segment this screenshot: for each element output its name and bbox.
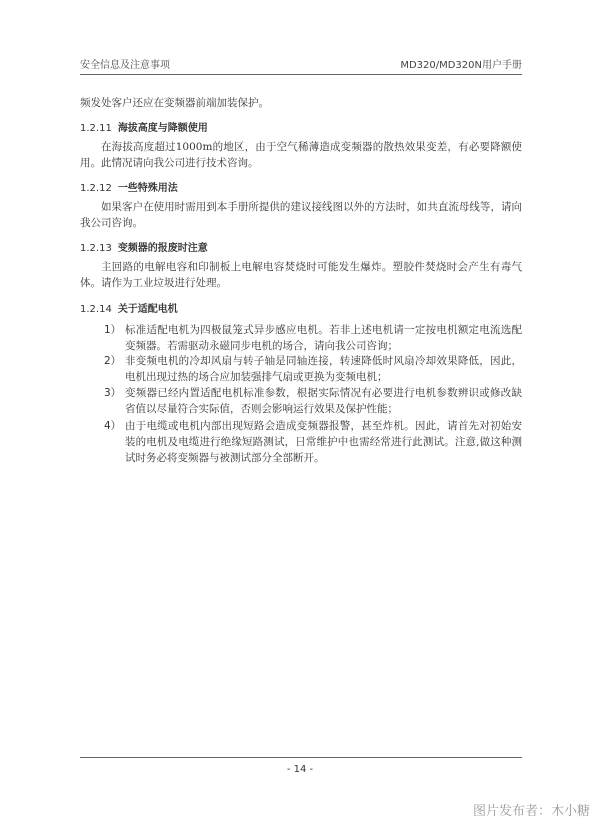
publisher-watermark: 图片发布者：木小糖: [472, 804, 590, 819]
section-1-2-12-body: [80, 199, 522, 231]
page-number: - 14 -: [286, 764, 314, 775]
section-title: 变频器的报废时注意: [117, 243, 208, 254]
section-number: 1.2.12: [80, 183, 112, 194]
section-heading: [80, 181, 522, 197]
section-heading: [80, 121, 522, 137]
header-manual-title: MD320/MD320N用户手册: [400, 60, 522, 71]
section-paragraph: 如果客户在使用时需用到本手册所提供的建议接线图以外的方法时，如共直流母线等，请向我公司咨询。: [80, 201, 522, 229]
list-item-text: 变频器已经内置适配电机标准参数，根据实际情况有必要进行电机参数辨识或修改缺省值以尽量符合实际值，否则会影响运行效果及保护性能；: [125, 387, 522, 415]
section-heading: [80, 241, 522, 257]
list-item-text: 由于电缆或电机内部出现短路会造成变频器报警，甚至炸机。因此，请首先对初始安装的电机及电缆进行绝缘短路测试，日常维护中也需经常进行此测试。注意,做这种测试时务必将变频器与被测试部分全部断开。: [125, 420, 522, 464]
section-number: 1.2.14: [80, 304, 112, 315]
list-item: [80, 353, 522, 385]
intro-block: [80, 95, 522, 111]
section-number: 1.2.13: [80, 243, 112, 254]
list-marker: 4）: [104, 420, 122, 432]
list-marker: 1）: [104, 324, 122, 336]
list-marker: 2）: [104, 355, 122, 367]
list-item: [80, 385, 522, 417]
list-marker: 3）: [104, 387, 122, 399]
section-title: 海拔高度与降额使用: [117, 123, 208, 134]
footer-divider: [80, 757, 522, 758]
intro-paragraph: 频发处客户还应在变频器前端加装保护。: [80, 97, 269, 109]
section-title: 关于适配电机: [117, 304, 178, 315]
page-header: [80, 56, 522, 76]
header-chapter-title: 安全信息及注意事项: [80, 60, 170, 71]
list-item-text: 标准适配电机为四极鼠笼式异步感应电机。若非上述电机请一定按电机额定电流选配变频器。若需驱动永磁同步电机的场合，请向我公司咨询；: [125, 324, 522, 352]
header-divider: [80, 74, 522, 75]
section-title: 一些特殊用法: [117, 183, 178, 194]
list-item-text: 非变频电机的冷却风扇与转子轴是同轴连接，转速降低时风扇冷却效果降低，因此，电机出现过热的场合应加装强排气扇或更换为变频电机；: [125, 355, 522, 383]
section-1-2-13: [80, 241, 522, 257]
list-item: [80, 322, 522, 354]
section-1-2-12: [80, 181, 522, 197]
section-paragraph: 在海拔高度超过1000m的地区，由于空气稀薄造成变频器的散热效果变差，有必要降额使用。此情况请向我公司进行技术咨询。: [80, 141, 522, 169]
motor-list-item-2: [80, 353, 522, 385]
motor-list-item-1: [80, 322, 522, 354]
section-1-2-14: [80, 302, 522, 318]
section-heading: [80, 302, 522, 318]
section-1-2-11: [80, 121, 522, 137]
section-paragraph: 主回路的电解电容和印制板上电解电容焚烧时可能发生爆炸。塑胶件焚烧时会产生有毒气体。请作为工业垃圾进行处理。: [80, 261, 522, 289]
section-1-2-11-body: [80, 139, 522, 171]
motor-list-item-3: [80, 385, 522, 417]
section-number: 1.2.11: [80, 123, 112, 134]
section-1-2-13-body: [80, 259, 522, 291]
list-item: [80, 418, 522, 466]
motor-list-item-4: [80, 418, 522, 466]
